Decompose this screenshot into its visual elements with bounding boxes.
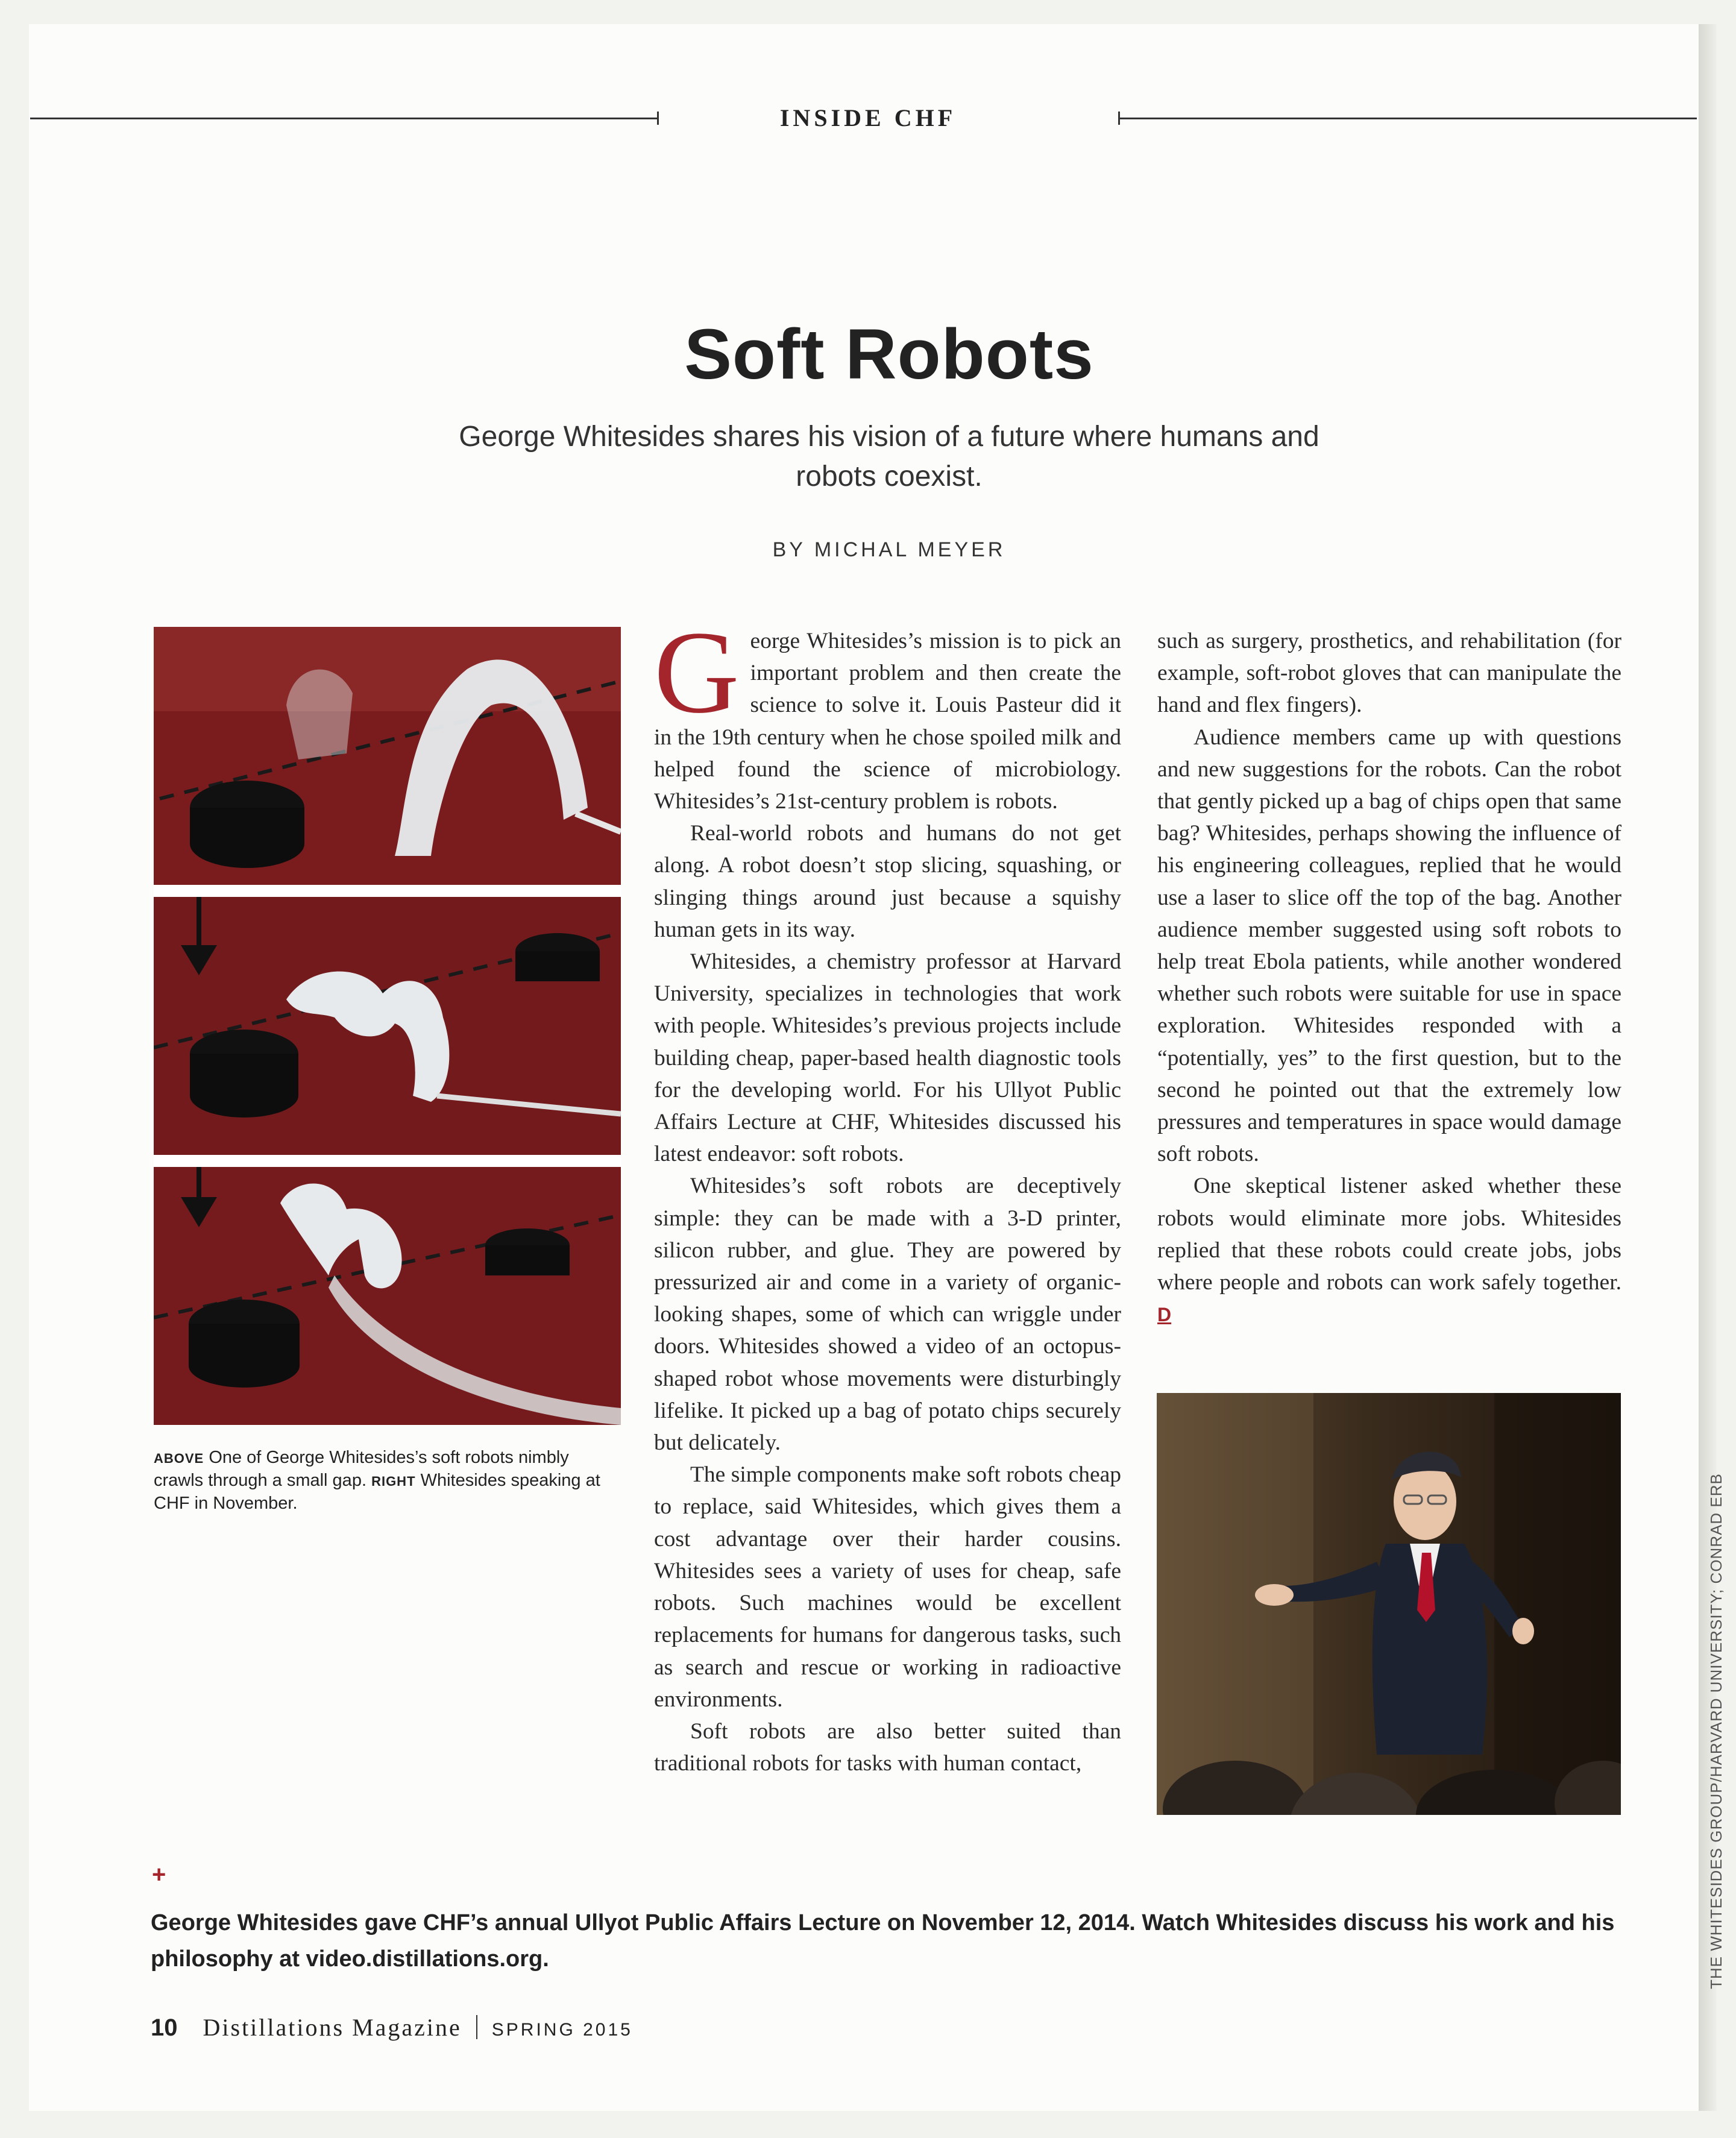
article-paragraph-5: The simple components make soft robots cheap to replace, said Whitesides, which gives them a cost advantage over their harder cousins. Whitesides sees a variety of uses for cheap, safe robots. Such machines would be excellent replacements for humans for dangerous tasks, such as search and rescue or working in radioactive environments. <box>654 1462 1121 1712</box>
footnote-text: George Whitesides gave CHF’s annual Ullyot Public Affairs Lecture on November 12, 2014. Watch Whitesides discuss his work and his philosophy at video.distillations.org. <box>151 1910 1615 1972</box>
robot-photo-panel-1 <box>154 627 621 885</box>
paragraph-text: One skeptical listener asked whether these robots would eliminate more jobs. Whitesides replied that these robots could create jobs, jobs where people and robots can work safely together. <box>1157 1174 1621 1295</box>
article-column-1 <box>654 607 1121 1779</box>
header-rule-tick-left <box>657 112 659 125</box>
article-paragraph-6: Soft robots are also better suited than traditional robots for tasks with human contact, <box>654 1718 1121 1776</box>
section-label: INSIDE CHF <box>779 104 957 131</box>
article-paragraph-1 <box>654 607 1121 817</box>
article-paragraph-8: Audience members came up with questions and new suggestions for the robots. Can the robot that gently picked up a bag of chips open that same bag? Whitesides, perhaps showing the influence of his engineering colleagues, replied that he would use a laser to slice off the top of the bag. Another audience member suggested using soft robots to help treat Ebola patients, while another wondered whether such robots were suitable for use in space exploration. Whitesides responded with a “potentially, yes” to the first question, but to the second he pointed out that the extremely low pressures and temperatures in space would damage soft robots. <box>1157 725 1621 1167</box>
article-paragraph-4: Whitesides’s soft robots are deceptively simple: they can be made with a 3-D printer, silicon rubber, and glue. They are powered by pressurized air and come in a variety of organic-looking shapes, some of which can wriggle under doors. Whitesides showed a video of an octopus-shaped robot whose movements were disturbingly lifelike. It picked up a bag of potato chips securely but delicately. <box>654 1174 1121 1456</box>
article-paragraph-3: Whitesides, a chemistry professor at Harvard University, specializes in technologies that work with people. Whitesides’s previous projects include building cheap, paper-based health diagnostic tools for the developing world. For his Ullyot Public Affairs Lecture at CHF, Whitesides discussed his latest endeavor: soft robots. <box>654 949 1121 1167</box>
speaker-photo <box>1157 1393 1621 1815</box>
header-rule-left <box>30 118 657 119</box>
folio-divider <box>476 2015 477 2039</box>
drop-cap: G <box>654 607 740 738</box>
end-mark: D <box>1157 1304 1172 1326</box>
article-paragraph-2: Real-world robots and humans do not get along. A robot doesn’t stop slicing, squashing, or slinging things around just because a squishy human gets in its way. <box>654 821 1121 942</box>
soft-robot-sequence-photo <box>154 627 621 1426</box>
article-paragraph-9 <box>1157 1170 1621 1331</box>
caption-tag-above: ABOVE <box>154 1451 204 1466</box>
photo-credit: THE WHITESIDES GROUP/HARVARD UNIVERSITY; CONRAD ERB <box>1707 1473 1725 1989</box>
caption-text-above: One of George Whitesides’s soft robots nimbly crawls through a small gap. <box>154 1448 569 1490</box>
header-rule-right <box>1118 118 1697 119</box>
magazine-name: Distillations Magazine <box>203 2014 462 2041</box>
article-title: Soft Robots <box>684 315 1094 394</box>
paragraph-text: eorge Whitesides’s mission is to pick an important problem and then create the science to solve it. Louis Pasteur did it in the 19th century when he chose spoiled milk and helped found the science of microbiology. Whitesides’s 21st-century problem is robots. <box>654 629 1121 814</box>
robot-photo-panel-3 <box>154 1167 621 1425</box>
robot-photo-panel-2 <box>154 897 621 1155</box>
issue-season: SPRING 2015 <box>491 2020 633 2040</box>
page-number: 10 <box>151 2014 178 2041</box>
caption-tag-right: RIGHT <box>371 1474 416 1489</box>
article-subtitle: George Whitesides shares his vision of a future where humans and robots coexist. <box>459 421 1319 492</box>
article-byline: BY MICHAL MEYER <box>772 538 1006 561</box>
article-column-2 <box>1157 625 1621 1331</box>
figure-caption <box>154 1447 612 1515</box>
caption-text-right: Whitesides speaking at CHF in November. <box>154 1471 600 1513</box>
page-folio <box>151 2013 633 2042</box>
footnote-plus-icon: + <box>152 1861 166 1888</box>
article-paragraph-7: such as surgery, prosthetics, and rehabilitation (for example, soft-robot gloves that can manipulate the hand and flex fingers). <box>1157 629 1621 718</box>
